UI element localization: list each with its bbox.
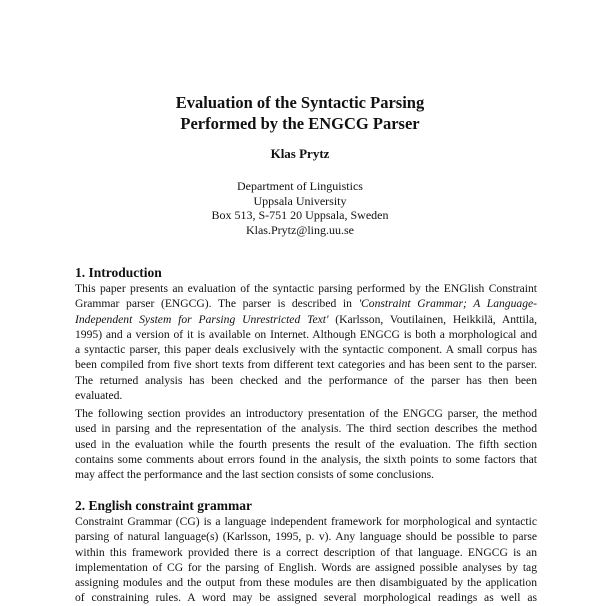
university: Uppsala University <box>253 193 347 208</box>
author-name: Klas Prytz <box>270 146 330 161</box>
text-line: used in parsing and the representation of the analysis. The third section describes the method <box>75 422 537 436</box>
text-line <box>75 296 537 311</box>
text-line: used in the evaluation while the fourth presents the result of the evaluation. The fifth section <box>75 437 537 451</box>
department: Department of Linguistics <box>237 179 363 193</box>
text-line: This paper presents an evaluation of the syntactic parsing performed by the ENGlish Constraint <box>75 282 537 295</box>
text-line: may affect the performance and the last section consists of some conclusions. <box>75 468 435 481</box>
email-address: Klas.Prytz@ling.uu.se <box>245 222 355 237</box>
postal-address: Box 513, S-751 20 Uppsala, Sweden <box>211 208 389 223</box>
title-line-1: Evaluation of the Syntactic Parsing <box>175 93 425 112</box>
affiliation-block <box>0 179 600 237</box>
paper-title <box>0 92 600 134</box>
introduction-paragraph-1 <box>75 281 537 403</box>
text-line: 1995) and a version of it is available on Internet. Although ENGCG is both a morphological and <box>75 327 537 341</box>
text-line: The following section provides an introductory presentation of the ENGCG parser, the method <box>75 407 537 420</box>
text-line: assigning modules and the output from these modules are then disambiguated by the application <box>75 576 537 589</box>
cited-title: 'Constraint Grammar; A Language- <box>358 297 538 311</box>
text-line: within this framework provided there is a correct description of that language. ENGCG is an <box>75 545 537 559</box>
text-line: evaluated. <box>75 388 123 402</box>
text-line: parsing of natural language(s) (Karlsson, 1995, p. v). Any language should be possible to parse <box>75 530 537 544</box>
introduction-paragraph-2 <box>75 406 537 482</box>
text-line: contains some comments about errors found in the analysis, the sixth points to some factors that <box>75 452 537 466</box>
section-heading-introduction: 1. Introduction <box>75 265 162 280</box>
text-line <box>75 312 537 327</box>
cited-title: Independent System for Parsing Unrestricted Text' <box>75 312 329 326</box>
text-line: a syntactic parser, this paper deals exclusively with the syntactic component. A small corpus has <box>75 343 537 356</box>
text-run: Grammar parser (ENGCG). The parser is described in <box>75 297 359 311</box>
text-line: implementation of CG for the parsing of English. Words are assigned possible analyses by tag <box>75 560 537 574</box>
text-line: The returned analysis has been checked and the performance of the parser has then been <box>75 373 537 387</box>
section-heading-english-constraint-grammar: 2. English constraint grammar <box>75 498 252 513</box>
title-line-2: Performed by the ENGCG Parser <box>180 114 420 133</box>
section-2-paragraph-1 <box>75 514 537 606</box>
text-line: of constraining rules. A word may be assigned several morphological readings as well as <box>75 591 537 605</box>
text-run: (Karlsson, Voutilainen, Heikkilä, Anttila, <box>328 312 537 326</box>
text-line: Constraint Grammar (CG) is a language independent framework for morphological and syntactic <box>75 515 537 528</box>
text-line: been compiled from five short texts from different text categories and has been sent to the parser. <box>75 358 537 372</box>
